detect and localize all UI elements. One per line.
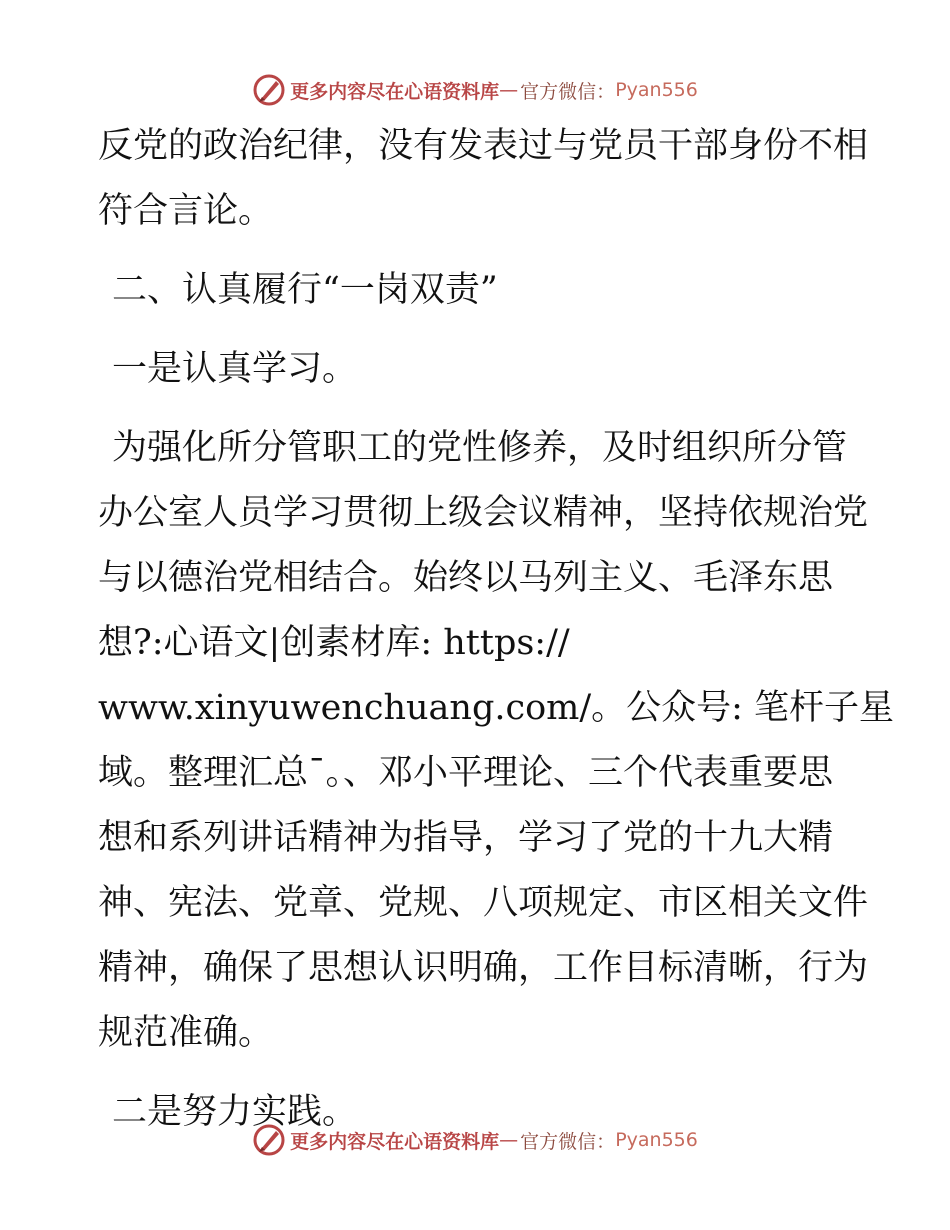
banner-dash: — bbox=[499, 1129, 519, 1151]
banner-main-text: 更多内容尽在心语资料库 bbox=[290, 1130, 500, 1153]
banner-wechat-id: Pyan556 bbox=[615, 1129, 698, 1151]
footer-watermark-banner bbox=[0, 1120, 950, 1160]
document-body bbox=[98, 114, 895, 1145]
text-line: 与以德治党相结合。始终以马列主义、毛泽东思 bbox=[98, 558, 834, 598]
quill-pen-logo-icon bbox=[252, 73, 286, 107]
text-line: 神、宪法、党章、党规、八项规定、市区相关文件 bbox=[98, 883, 869, 923]
banner-wechat-id: Pyan556 bbox=[615, 79, 698, 101]
text-line: 规范准确。 bbox=[98, 1013, 274, 1053]
text-line: 想和系列讲话精神为指导，学习了党的十九大精 bbox=[98, 818, 834, 858]
banner-label: 官方微信： bbox=[520, 80, 616, 103]
subsection-heading: 一是认真学习。 bbox=[112, 349, 358, 389]
text-line: 精神，确保了思想认识明确，工作目标清晰，行为 bbox=[98, 948, 869, 988]
text-line: 想?:心语文|创素材库: https:// bbox=[98, 623, 570, 663]
text-line: www.xinyuwenchuang.com/。公众号: 笔杆子星 bbox=[98, 688, 895, 728]
section-heading: 二、认真履行“一岗双责” bbox=[112, 270, 498, 310]
banner-dash: — bbox=[499, 79, 519, 101]
quill-pen-logo-icon bbox=[252, 1123, 286, 1157]
text-line: 符合言论。 bbox=[98, 191, 274, 231]
subsection-heading: 二是努力实践。 bbox=[112, 1092, 358, 1132]
text-line: 反党的政治纪律，没有发表过与党员干部身份不相 bbox=[98, 126, 869, 166]
text-line: 办公室人员学习贯彻上级会议精神，坚持依规治党 bbox=[98, 493, 869, 533]
header-watermark-banner bbox=[0, 70, 950, 110]
banner-main-text: 更多内容尽在心语资料库 bbox=[290, 80, 500, 103]
text-line: 域。整理汇总¯。、邓小平理论、三个代表重要思 bbox=[98, 753, 834, 793]
text-line: 为强化所分管职工的党性修养，及时组织所分管 bbox=[112, 428, 848, 468]
banner-label: 官方微信： bbox=[520, 1130, 616, 1153]
